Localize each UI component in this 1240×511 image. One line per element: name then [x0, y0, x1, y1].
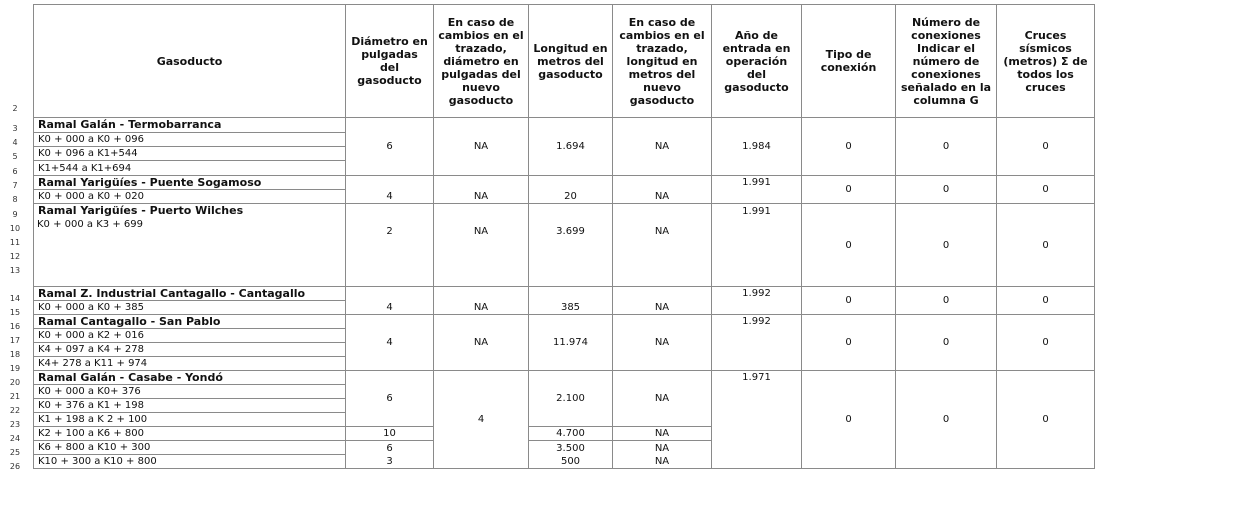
cambio-diametro-cell[interactable]: NA [434, 287, 529, 315]
row-number[interactable]: 5 [12, 152, 18, 161]
cambio-longitud-cell[interactable]: NA [613, 427, 712, 441]
row-number[interactable]: 6 [12, 167, 18, 176]
anio-cell[interactable]: 1.984 [712, 118, 802, 176]
header-numero[interactable]: Número de conexiones Indicar el número de conexiones señalado en la columna G [896, 4, 997, 118]
cambio-longitud-cell[interactable]: NA [613, 455, 712, 469]
segment-cell[interactable]: K0 + 000 a K3 + 699 [37, 219, 143, 230]
header-gasoducto[interactable]: Gasoducto [33, 4, 346, 118]
row-number[interactable]: 17 [9, 336, 21, 345]
cambio-diametro-cell[interactable]: NA [434, 315, 529, 371]
cambio-longitud-cell[interactable]: NA [613, 204, 712, 287]
tipo-cell[interactable]: 0 [802, 204, 896, 287]
cruces-cell[interactable]: 0 [997, 118, 1095, 176]
row-number[interactable]: 25 [9, 448, 21, 457]
cruces-cell[interactable]: 0 [997, 315, 1095, 371]
diametro-cell[interactable]: 3 [346, 455, 434, 469]
segment-cell[interactable]: K0 + 096 a K1+544 [33, 147, 346, 161]
row-number[interactable]: 15 [9, 308, 21, 317]
numero-cell[interactable]: 0 [896, 176, 997, 204]
cambio-longitud-cell[interactable]: NA [613, 287, 712, 315]
row-number[interactable]: 3 [12, 124, 18, 133]
segment-cell[interactable]: K0 + 000 a K0 + 096 [33, 133, 346, 147]
row-number[interactable]: 21 [9, 392, 21, 401]
row-number[interactable]: 22 [9, 406, 21, 415]
anio-cell[interactable]: 1.991 [712, 176, 802, 204]
group-title[interactable]: Ramal Galán - Termobarranca [33, 118, 346, 133]
cruces-cell[interactable]: 0 [997, 176, 1095, 204]
tipo-cell[interactable]: 0 [802, 118, 896, 176]
diametro-cell[interactable]: 6 [346, 441, 434, 455]
header-longitud[interactable]: Longitud en metros del gasoducto [529, 4, 613, 118]
tipo-cell[interactable]: 0 [802, 287, 896, 315]
tipo-cell[interactable]: 0 [802, 371, 896, 469]
tipo-cell[interactable]: 0 [802, 315, 896, 371]
cruces-cell[interactable]: 0 [997, 287, 1095, 315]
row-number[interactable]: 24 [9, 434, 21, 443]
row-number[interactable]: 8 [12, 195, 18, 204]
group-title[interactable]: Ramal Yarigüíes - Puerto Wilches [33, 204, 346, 287]
group-title[interactable]: Ramal Galán - Casabe - Yondó [33, 371, 346, 385]
row-number[interactable]: 14 [9, 294, 21, 303]
row-number[interactable]: 20 [9, 378, 21, 387]
header-cambio-diametro[interactable]: En caso de cambios en el trazado, diámetro en pulgadas del nuevo gasoducto [434, 4, 529, 118]
longitud-cell[interactable]: 4.700 [529, 427, 613, 441]
row-number[interactable]: 12 [9, 252, 21, 261]
diametro-cell[interactable]: 6 [346, 371, 434, 427]
cambio-longitud-cell[interactable]: NA [613, 441, 712, 455]
row-number[interactable]: 18 [9, 350, 21, 359]
segment-cell[interactable]: K0 + 000 a K0 + 385 [33, 301, 346, 315]
segment-cell[interactable]: K10 + 300 a K10 + 800 [33, 455, 346, 469]
numero-cell[interactable]: 0 [896, 204, 997, 287]
cambio-diametro-cell[interactable]: 4 [434, 371, 529, 469]
header-cambio-longitud[interactable]: En caso de cambios en el trazado, longitud en metros del nuevo gasoducto [613, 4, 712, 118]
group-title[interactable]: Ramal Yarigüíes - Puente Sogamoso [33, 176, 346, 190]
segment-cell[interactable]: K6 + 800 a K10 + 300 [33, 441, 346, 455]
segment-cell[interactable]: K0 + 376 a K1 + 198 [33, 399, 346, 413]
cambio-diametro-cell[interactable]: NA [434, 176, 529, 204]
cambio-longitud-cell[interactable]: NA [613, 118, 712, 176]
header-anio[interactable]: Año de entrada en operación del gasoducto [712, 4, 802, 118]
diametro-cell[interactable]: 6 [346, 118, 434, 176]
cruces-cell[interactable]: 0 [997, 371, 1095, 469]
segment-cell[interactable]: K4 + 097 a K4 + 278 [33, 343, 346, 357]
anio-cell[interactable]: 1.992 [712, 287, 802, 315]
longitud-cell[interactable]: 2.100 [529, 371, 613, 427]
longitud-cell[interactable]: 20 [529, 176, 613, 204]
group-title[interactable]: Ramal Cantagallo - San Pablo [33, 315, 346, 329]
longitud-cell[interactable]: 3.500 [529, 441, 613, 455]
anio-cell[interactable]: 1.971 [712, 371, 802, 469]
row-number[interactable]: 10 [9, 224, 21, 233]
row-number[interactable]: 4 [12, 138, 18, 147]
row-number-column [0, 0, 30, 511]
diametro-cell[interactable]: 4 [346, 315, 434, 371]
longitud-cell[interactable]: 385 [529, 287, 613, 315]
cruces-cell[interactable]: 0 [997, 204, 1095, 287]
row-number[interactable]: 23 [9, 420, 21, 429]
group-title[interactable]: Ramal Z. Industrial Cantagallo - Cantagallo [33, 287, 346, 301]
diametro-cell[interactable]: 10 [346, 427, 434, 441]
row-number[interactable]: 26 [9, 462, 21, 471]
numero-cell[interactable]: 0 [896, 118, 997, 176]
segment-cell[interactable]: K0 + 000 a K0+ 376 [33, 385, 346, 399]
cambio-longitud-cell[interactable]: NA [613, 176, 712, 204]
anio-cell[interactable]: 1.992 [712, 315, 802, 371]
segment-cell[interactable]: K1+544 a K1+694 [33, 161, 346, 176]
header-tipo[interactable]: Tipo de conexión [802, 4, 896, 118]
segment-cell[interactable]: K1 + 198 a K 2 + 100 [33, 413, 346, 427]
longitud-cell[interactable]: 11.974 [529, 315, 613, 371]
numero-cell[interactable]: 0 [896, 315, 997, 371]
row-number[interactable]: 7 [12, 181, 18, 190]
cambio-diametro-cell[interactable]: NA [434, 204, 529, 287]
longitud-cell[interactable]: 3.699 [529, 204, 613, 287]
longitud-cell[interactable]: 500 [529, 455, 613, 469]
diametro-cell[interactable]: 4 [346, 287, 434, 315]
segment-cell[interactable]: K0 + 000 a K0 + 020 [33, 190, 346, 204]
cambio-longitud-cell[interactable]: NA [613, 371, 712, 427]
anio-cell[interactable]: 1.991 [712, 204, 802, 287]
row-number[interactable]: 2 [12, 104, 18, 113]
header-diametro[interactable]: Diámetro en pulgadas del gasoducto [346, 4, 434, 118]
row-number[interactable]: 16 [9, 322, 21, 331]
header-cruces[interactable]: Cruces sísmicos (metros) Σ de todos los cruces [997, 4, 1095, 118]
longitud-cell[interactable]: 1.694 [529, 118, 613, 176]
row-number[interactable]: 9 [12, 210, 18, 219]
tipo-cell[interactable]: 0 [802, 176, 896, 204]
diametro-cell[interactable]: 4 [346, 176, 434, 204]
row-number[interactable]: 19 [9, 364, 21, 373]
numero-cell[interactable]: 0 [896, 371, 997, 469]
numero-cell[interactable]: 0 [896, 287, 997, 315]
row-number[interactable]: 11 [9, 238, 21, 247]
row-number[interactable]: 13 [9, 266, 21, 275]
segment-cell[interactable]: K0 + 000 a K2 + 016 [33, 329, 346, 343]
diametro-cell[interactable]: 2 [346, 204, 434, 287]
segment-cell[interactable]: K4+ 278 a K11 + 974 [33, 357, 346, 371]
cambio-longitud-cell[interactable]: NA [613, 315, 712, 371]
segment-cell[interactable]: K2 + 100 a K6 + 800 [33, 427, 346, 441]
cambio-diametro-cell[interactable]: NA [434, 118, 529, 176]
